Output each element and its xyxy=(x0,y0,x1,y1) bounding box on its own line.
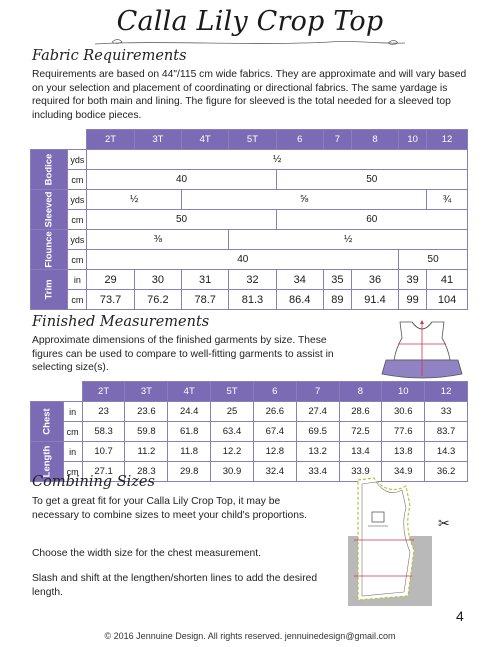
unit-label: cm xyxy=(68,170,87,190)
table-cell: 69.5 xyxy=(296,422,339,442)
row-group-chest: Chest xyxy=(31,402,64,442)
size-header: 3T xyxy=(125,382,168,402)
table-cell: 89 xyxy=(323,290,351,310)
size-header: 2T xyxy=(82,382,125,402)
finished-measurements-table xyxy=(30,381,468,482)
table-cell: 40 xyxy=(87,250,399,270)
table-cell: 23.6 xyxy=(125,402,168,422)
table-cell: 27.1 xyxy=(82,462,125,482)
table-cell: ⅜ xyxy=(87,230,229,250)
table-cell: 28.6 xyxy=(339,402,382,422)
unit-label: cm xyxy=(68,290,87,310)
table-cell: 67.4 xyxy=(253,422,296,442)
unit-label: in xyxy=(63,402,82,422)
table-cell: 14.3 xyxy=(425,442,468,462)
table-cell: 39 xyxy=(399,270,427,290)
row-group-trim: Trim xyxy=(31,270,68,310)
table-cell: 78.7 xyxy=(182,290,229,310)
table-cell: 40 xyxy=(87,170,276,190)
table-cell: 13.2 xyxy=(296,442,339,462)
table-cell: 86.4 xyxy=(276,290,323,310)
size-header: 2T xyxy=(87,130,134,150)
crop-top-illustration xyxy=(376,318,468,384)
size-header: 10 xyxy=(382,382,425,402)
unit-label: cm xyxy=(68,210,87,230)
table-cell: 50 xyxy=(87,210,276,230)
table-cell: 28.3 xyxy=(125,462,168,482)
table-cell: 72.5 xyxy=(339,422,382,442)
size-header: 6 xyxy=(276,130,323,150)
fabric-heading: Fabric Requirements xyxy=(32,48,187,64)
table-cell: 63.4 xyxy=(211,422,254,442)
combining-heading: Combining Sizes xyxy=(32,474,155,490)
size-header: 12 xyxy=(427,130,468,150)
finished-heading: Finished Measurements xyxy=(32,314,210,330)
table-cell: 83.7 xyxy=(425,422,468,442)
row-group-length: Length xyxy=(31,442,64,482)
table-cell: 104 xyxy=(427,290,468,310)
table-cell: 59.8 xyxy=(125,422,168,442)
table-cell: ¾ xyxy=(427,190,468,210)
fabric-description: Requirements are based on 44"/115 cm wide fabrics. They are approximate and will vary based on your selection and placement of coordinating or directional fabrics. The same yardage is required for both main and lining. The figure for sleeved is the total needed for a sleeved top including bodice pieces. xyxy=(32,69,467,121)
table-cell: 27.4 xyxy=(296,402,339,422)
table-cell: 13.4 xyxy=(339,442,382,462)
unit-label: cm xyxy=(68,250,87,270)
unit-label: in xyxy=(63,442,82,462)
table-cell: ⅝ xyxy=(182,190,427,210)
size-header: 4T xyxy=(168,382,211,402)
size-header: 8 xyxy=(339,382,382,402)
table-cell: 61.8 xyxy=(168,422,211,442)
size-header: 7 xyxy=(296,382,339,402)
size-header: 7 xyxy=(323,130,351,150)
table-cell: 12.8 xyxy=(253,442,296,462)
table-cell: 10.7 xyxy=(82,442,125,462)
table-cell: 60 xyxy=(276,210,467,230)
unit-label: yds xyxy=(68,230,87,250)
size-header: 5T xyxy=(211,382,254,402)
table-cell: 50 xyxy=(399,250,468,270)
fabric-requirements-table xyxy=(30,129,468,310)
table-cell: 73.7 xyxy=(87,290,134,310)
row-group-bodice: Bodice xyxy=(31,150,68,190)
size-header: 5T xyxy=(229,130,276,150)
table-cell: 25 xyxy=(211,402,254,422)
unit-label: in xyxy=(68,270,87,290)
svg-text:✂: ✂ xyxy=(438,515,450,531)
table-cell: 77.6 xyxy=(382,422,425,442)
table-cell: 58.3 xyxy=(82,422,125,442)
combining-paragraph-1: To get a great fit for your Calla Lily Crop Top, it may be necessary to combine sizes to meet your child's proportions. xyxy=(32,496,307,521)
page-title: Calla Lily Crop Top xyxy=(116,6,384,37)
table-cell: 33 xyxy=(425,402,468,422)
table-cell: 11.2 xyxy=(125,442,168,462)
table-cell: 81.3 xyxy=(229,290,276,310)
combining-paragraph-2: Choose the width size for the chest measurement. xyxy=(32,548,261,559)
size-header: 6 xyxy=(253,382,296,402)
table-cell: 36 xyxy=(351,270,398,290)
table-cell: 34.9 xyxy=(382,462,425,482)
size-header: 3T xyxy=(134,130,181,150)
finished-description: Approximate dimensions of the finished garments by size. These figures can be used to compare to well-fitting garments to assist in selecting size(s). xyxy=(32,335,334,374)
combining-paragraph-3: Slash and shift at the lengthen/shorten lines to add the desired length. xyxy=(32,573,318,598)
table-cell: 24.4 xyxy=(168,402,211,422)
unit-label: yds xyxy=(68,190,87,210)
table-cell: 11.8 xyxy=(168,442,211,462)
table-cell: 76.2 xyxy=(134,290,181,310)
page-number: 4 xyxy=(456,608,464,624)
table-cell: ½ xyxy=(229,230,468,250)
pattern-piece-illustration xyxy=(344,476,456,610)
table-cell: 30 xyxy=(134,270,181,290)
table-cell: 26.6 xyxy=(253,402,296,422)
table-cell: 33.9 xyxy=(339,462,382,482)
table-cell: 30.6 xyxy=(382,402,425,422)
unit-label: cm xyxy=(63,422,82,442)
table-cell: 23 xyxy=(82,402,125,422)
size-header: 8 xyxy=(351,130,398,150)
footer-text: © 2016 Jennuine Design. All rights reserved. jennuinedesign@gmail.com xyxy=(104,631,396,641)
table-cell: 99 xyxy=(399,290,427,310)
table-cell: 91.4 xyxy=(351,290,398,310)
table-cell: 36.2 xyxy=(425,462,468,482)
unit-label: cm xyxy=(63,462,82,482)
table-cell: 13.8 xyxy=(382,442,425,462)
table-cell: 29.8 xyxy=(168,462,211,482)
table-cell: 31 xyxy=(182,270,229,290)
size-header: 12 xyxy=(425,382,468,402)
size-header: 4T xyxy=(182,130,229,150)
table-cell: 12.2 xyxy=(211,442,254,462)
table-cell: 50 xyxy=(276,170,467,190)
table-cell: 29 xyxy=(87,270,134,290)
table-cell: 41 xyxy=(427,270,468,290)
table-cell: 34 xyxy=(276,270,323,290)
table-cell: ½ xyxy=(87,190,182,210)
table-cell: ½ xyxy=(87,150,468,170)
table-cell: 30.9 xyxy=(211,462,254,482)
table-cell: 32.4 xyxy=(253,462,296,482)
table-cell: 35 xyxy=(323,270,351,290)
size-header: 10 xyxy=(399,130,427,150)
table-cell: 33.4 xyxy=(296,462,339,482)
row-group-flounce: Flounce xyxy=(31,230,68,270)
table-cell: 32 xyxy=(229,270,276,290)
row-group-sleeved: Sleeved xyxy=(31,190,68,230)
unit-label: yds xyxy=(68,150,87,170)
